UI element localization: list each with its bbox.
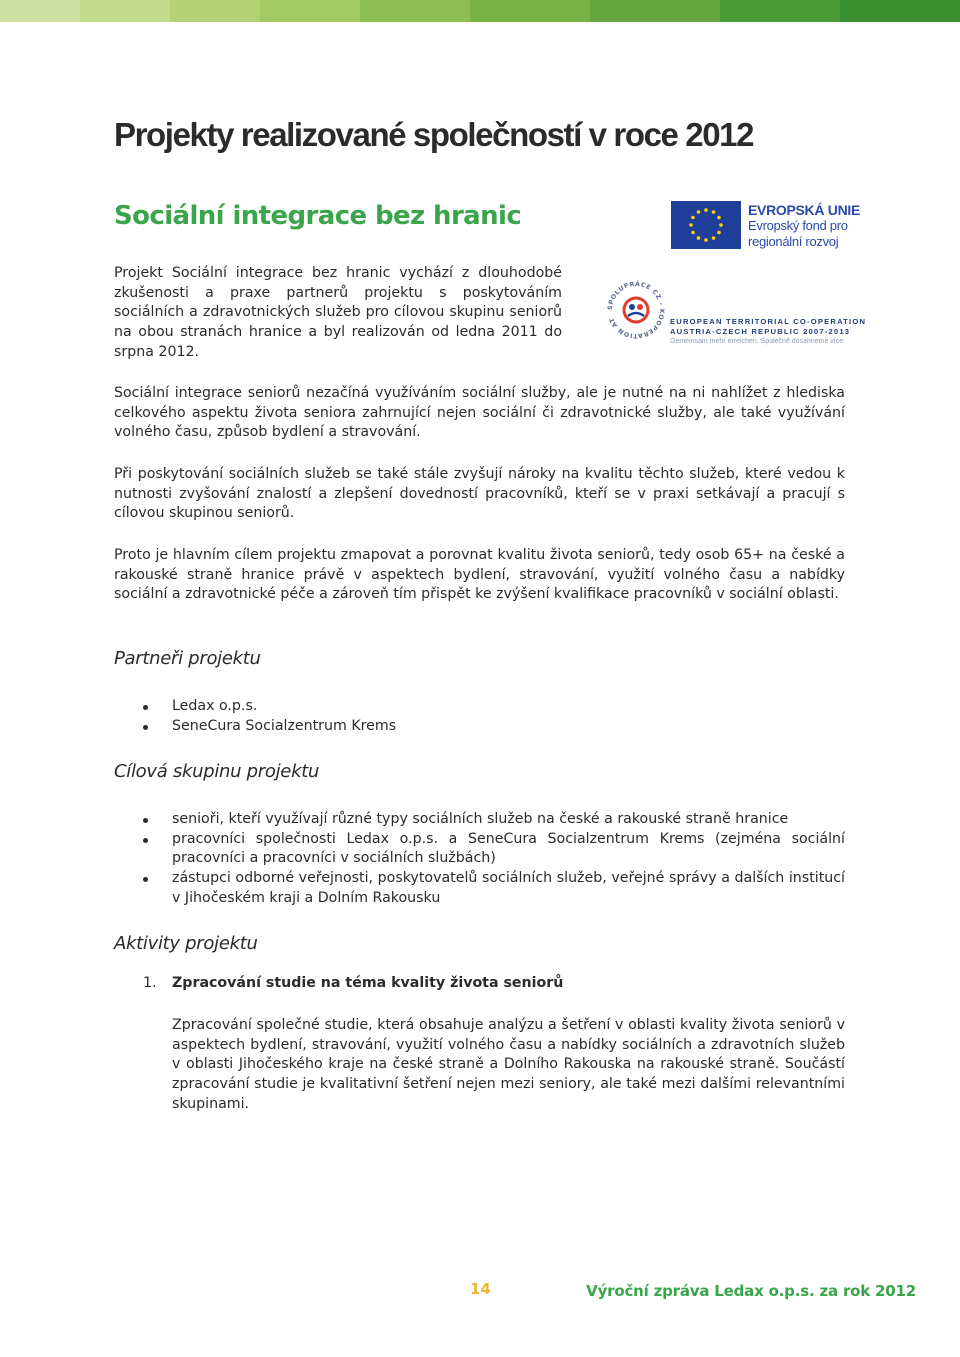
top-bar-segment [470, 0, 590, 22]
coop-line2: AUSTRIA-CZECH REPUBLIC 2007-2013 [670, 327, 851, 336]
list-item: senioři, kteří využívají různé typy sociálních služeb na české a rakouské straně hranice [114, 810, 845, 830]
eu-logo-line2: Evropský fond pro [748, 218, 848, 233]
eu-logo-text [748, 202, 860, 250]
eu-star-icon [719, 223, 723, 227]
eu-star-icon [717, 231, 721, 235]
top-bar-segment [0, 0, 80, 22]
cooperation-emblem-icon [602, 276, 670, 344]
coop-line3: Gemeinsam mehr erreichen. Společně dosáhneme více. [670, 338, 846, 345]
activity-number: 1. [143, 975, 157, 991]
target-group-list [114, 810, 845, 909]
list-item: SeneCura Socialzentrum Krems [114, 717, 845, 737]
eu-star-icon [697, 210, 701, 214]
activity-title: Zpracování studie na téma kvality života seniorů [172, 975, 564, 991]
intro-paragraph: Projekt Sociální integrace bez hranic vychází z dlouhodobé zkušenosti a praxe partnerů projektu s poskytováním sociálních a zdravotnických služeb pro cílovou skupinu seniorů na obou stranách hranice a byl realizován od ledna 2011 do srpna 2012. [114, 265, 562, 360]
activities-heading: Aktivity projektu [114, 933, 258, 954]
top-bar-segment [840, 0, 960, 22]
cooperation-logo-text [670, 317, 866, 347]
list-item: Ledax o.p.s. [114, 697, 845, 717]
list-item: zástupci odborné veřejnosti, poskytovatelů sociálních služeb, veřejné správy a dalších institucí v Jihočeském kraji a Dolním Rakousku [114, 869, 845, 908]
eu-star-icon [691, 231, 695, 235]
eu-star-icon [704, 208, 708, 212]
eu-star-icon [712, 236, 716, 240]
partners-heading: Partneři projektu [114, 648, 261, 669]
section-title: Sociální integrace bez hranic [114, 201, 522, 231]
activity-description: Zpracování společné studie, která obsahuje analýzu a šetření v oblasti kvality života seniorů v aspektech bydlení, stravování, využití volného času a nabídky sociálních a zdravotních služeb v oblasti Jihočeského kraje na české straně a Dolního Rakouska na rakouské straně. Součástí zpracování studie je kvalitativní šetření nejen mezi seniory, ale také mezi dalšími relevantními skupinami. [172, 1017, 845, 1112]
top-bar-segment [590, 0, 720, 22]
eu-star-icon [712, 210, 716, 214]
top-bar-segment [260, 0, 360, 22]
eu-logo-line1: EVROPSKÁ UNIE [748, 202, 861, 218]
eu-star-icon [704, 238, 708, 242]
page-number: 14 [470, 1280, 491, 1298]
body-paragraph-1: Sociální integrace seniorů nezačíná využíváním sociální služby, ale je nutné na ni nahlížet z hlediska celkového aspektu života seniora zahrnující nejen sociální či zdravotnické služby, ale také využívání volného času, způsob bydlení a stravování. [114, 385, 845, 441]
eu-star-icon [691, 216, 695, 220]
list-item: pracovníci společnosti Ledax o.p.s. a SeneCura Socialzentrum Krems (zejména sociální pracovníci a pracovníci v sociálních službách) [114, 830, 845, 869]
eu-star-icon [697, 236, 701, 240]
target-group-heading: Cílová skupinu projektu [114, 761, 320, 782]
eu-star-icon [717, 216, 721, 220]
top-bar-segment [720, 0, 840, 22]
top-bar-segment [80, 0, 170, 22]
top-bar-segment [360, 0, 470, 22]
footer-report-title: Výroční zpráva Ledax o.p.s. za rok 2012 [586, 1282, 916, 1300]
eu-flag-icon [671, 201, 741, 249]
top-color-bar [0, 0, 960, 22]
body-paragraph-3: Proto je hlavním cílem projektu zmapovat a porovnat kvalitu života seniorů, tedy osob 65+ na české a rakouské straně hranice právě v aspektech bydlení, stravování, využití volného času a nabídky sociální a zdravotnické péče a zároveň tím přispět ke zvýšení kvalifikace pracovníků v sociální oblasti. [114, 547, 845, 603]
top-bar-segment [170, 0, 260, 22]
page-title: Projekty realizované společností v roce 2012 [114, 116, 754, 153]
svg-text:SPOLUPRÁCE CZ - KOOPERATION AT [607, 279, 665, 339]
partners-list [114, 697, 845, 736]
eu-star-icon [689, 223, 693, 227]
eu-logo-line3: regionální rozvoj [748, 234, 839, 249]
body-paragraph-2: Při poskytování sociálních služeb se také stále zvyšují nároky na kvalitu těchto služeb, které vedou k nutnosti zvyšování znalostí a zlepšení dovedností pracovníků, kteří se v praxi setkávají a pracují s cílovou skupinou seniorů. [114, 466, 845, 522]
cooperation-ring-text: SPOLUPRÁCE CZ - KOOPERATION AT [606, 280, 666, 340]
coop-line1: EUROPEAN TERRITORIAL CO-OPERATION [670, 317, 867, 326]
